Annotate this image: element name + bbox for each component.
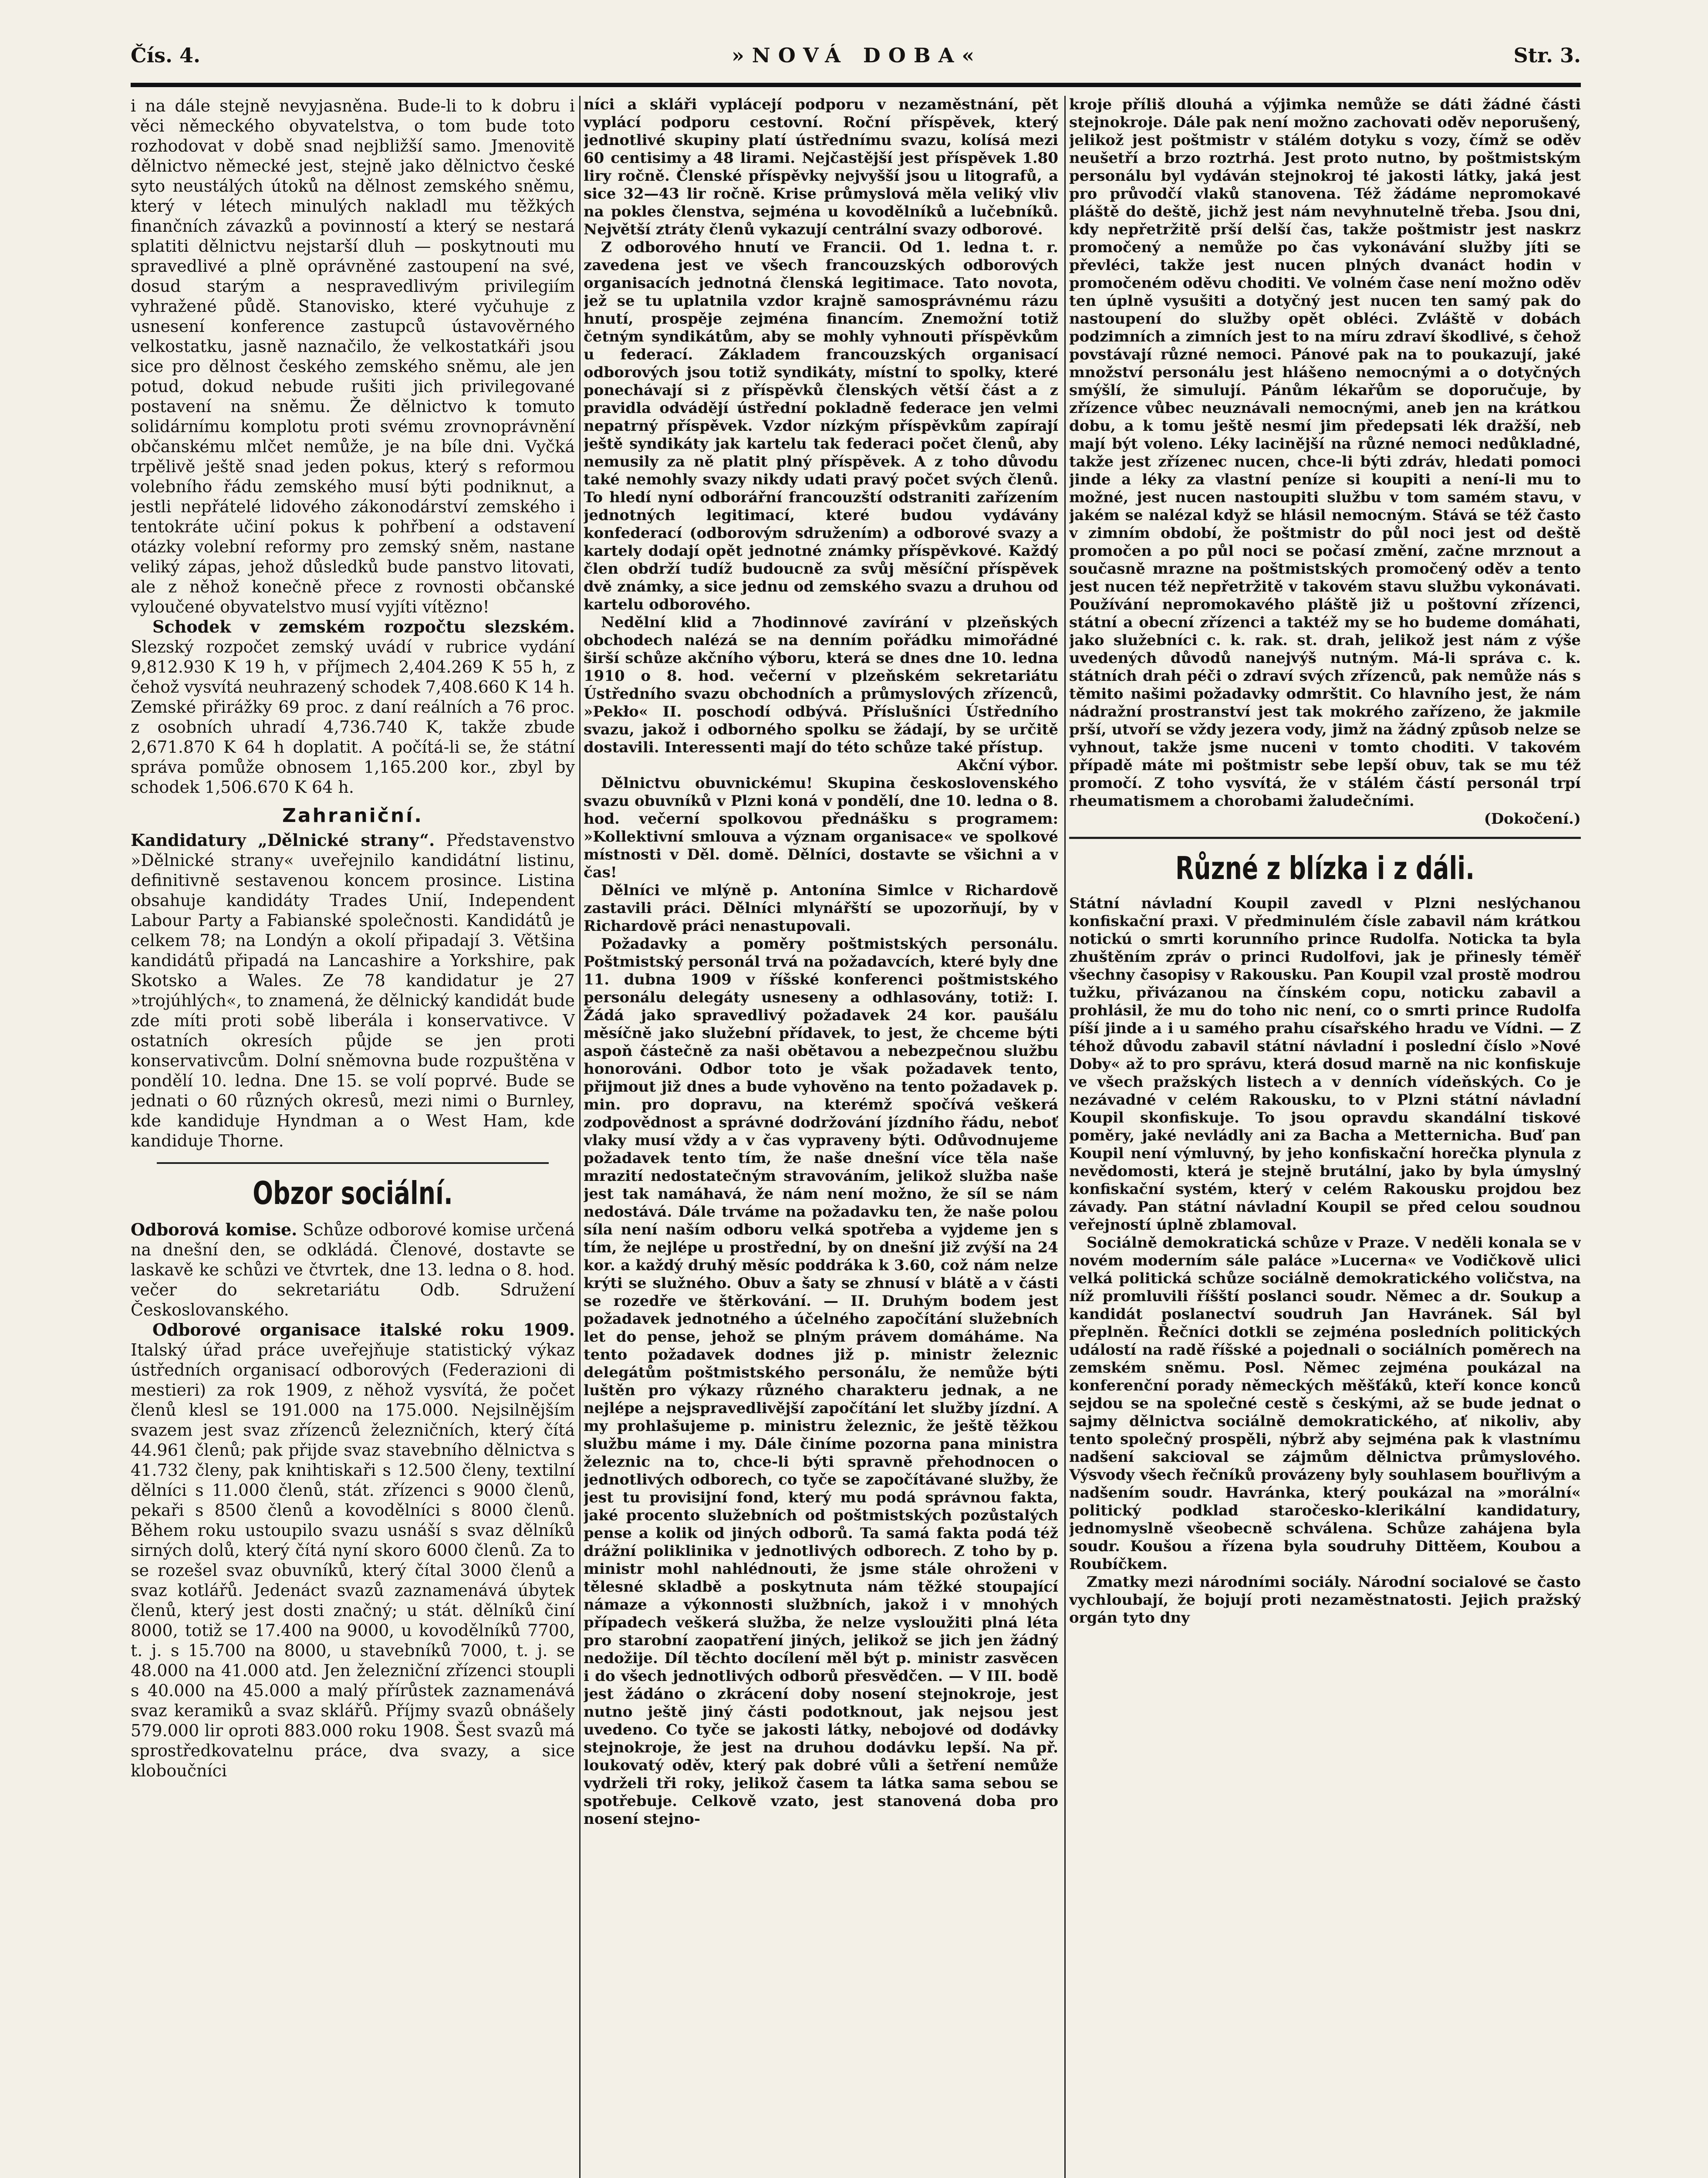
masthead-title: »NOVÁ DOBA« [732,44,982,67]
article-heading: Požadavky a poměry poštmistských personálu. [601,935,1058,953]
section-heading-ruzne: Různé z blízka i z dáli. [1175,850,1475,886]
article-heading: Sociálně demokratická schůze v Praze. [1087,1234,1410,1251]
column-divider [1064,96,1066,2178]
section-heading-obzor: Obzor sociální. [253,1175,453,1211]
page-number: Str. 3. [1513,44,1581,67]
article-text: nalézá se na denním pořádku mimořádné širší schůze akčního výboru, která se dnes dne 10. ledna 1910 o 8. hod. večerní v plzeňském sekretariátu Ústředního svazu obchodních a průmyslových zřízenců, »Pekło« II. poschodí odbývá. Příslušníci Ústředního svazu, jakož i odborného spolku se žádají, by se určitě dostavili. Interessenti mají do této schůze také přístup. [584,632,1058,756]
article-text: Od 1. ledna t. r. zavedena jest ve všech francouzských odborových organisacích jednotná členská legitimace. Tato novota, jež se tu uplatnila vzdor krajně samosprávnému rázu hnutí, prospěje zejména financím. Znemožní totiž četným syndikátům, aby se mohly vyhnouti příspěvkům u federací. Základem francouzských organisací odborových jsou totiž syndikáty, místní to spolky, které ponechávají si z příspěvků členských větší část a z pravidla odvádějí ústřední pokladně federace jen velmi nepatrný příspěvek. Vzdor nízkým příspěvkům zapírají ještě syndikáty jak kartelu tak federaci počet členů, aby nemusily za ně platit plný příspěvek. A z toho důvodu také nemohly svazy nikdy udati pravý počet svých členů. To hledí nyní odborářní francouzští odstraniti zařízením jednotných legitimací, které budou vydávány konfederací (odborovým sdružením) a odborové svazy a kartely dodají opět jednotné známky příspěvkové. Každý člen obdrží tudíž budoucně za svůj měsíční příspěvek dvě známky, a sice jednu od zemského svazu a druhou od kartelu odborového. [584,239,1058,613]
column-3 [1069,96,1581,2178]
article-heading: Kandidatury „Dělnické strany“. [131,830,435,850]
separator-rule [1069,837,1581,839]
header-rule [131,83,1581,87]
article-text: níci a skláři vyplácejí podporu v nezaměstnání, pět vyplácí podporu cestovní. Roční příspěvek, který jednotlivé skupiny platí ústřednímu svazu, kolísá mezi 60 centisimy a 48 lirami. Nejčastější jest příspěvek 1.80 liry ročně. Členské příspěvky nejvyšší jsou u litografů, a sice 32—43 lir ročně. Krise průmyslová měla veliký vliv na pokles členstva, sejména u kovodělníků a lučebníků. Největší ztráty členů vykazují centrální svazy odborové. [584,96,1058,238]
article-heading: Nedělní klid a 7hodinnové zavírání v plzeňských obchodech [584,614,1058,649]
article-text: Poštmistský personál trvá na požadavcích, které byly dne 11. dubna 1909 v říšské konferenci poštmistského personálu delegáty usneseny a odhlasovány, totiž: I. Žádá jako spravedlivý požadavek 24 kor. paušálu měsíčně jako služební přídavek, to jest, že chceme býti aspoň částečně za naši obětavou a nebezpečnou službu honorováni. Odbor toto je však požadavek tento, přijmout již dnes a bude vyhověno na tento požadavek p. min. pro dopravu, na kterémž spočívá veškerá zodpovědnost a správné dodržování jízdního řádu, neboť vlaky musí vždy a v čas vypraveny býti. Odůvodnujeme požadavek tento tím, že naše dnešní více těla naše mrazití nedostatečným stravováním, jelikož služba naše jest tak namáhavá, že nám není možno, že síl se nám nedostává. Dále trváme na požadavku ten, že naše polou síla není naším odboru velká spotřeba a vyjdeme jen s tím, že nejlépe u prostřední, by on dnešní již zvýší na 24 kor. a každý druhý měsíc poddráka k 3.60, což nám nelze krýti se služného. Obuv a šaty se zhnusí v blátě a v části se rozedře ve štěrkování. — II. Druhým bodem jest požadavek jednotného a účelného započítání služebních let do pense, jehož se plným právem domáháme. Na tento požadavek dodnes již p. ministr železnic delegátům poštmistského personálu, že nemůže býti luštěn pro výkazy různého charakteru jednak, a ne nejlépe a nejspravedlivější započítání let služby jízdní. A my prohlašujeme p. ministru železnic, že ještě těžkou službu máme i my. Dále činíme pozorna pana ministra železnic na to, chce-li býti spravně přehodnocen o jednotlivých odborech, co tyče se započítávané služby, že jest tu provisijní fond, který mu podá správnou fakta, jaké procento služebních od poštmistských pozůstalých pense a kolik od jiných odborů. Ta samá fakta podá též drážní poliklinika v jednotlivých odborech. Z toho by p. ministr mohl nahlédnouti, že jsme stále ohroženi v tělesné skladbě a poskytnuta nám těžké stoupající námaze a výkonnosti službních, jakož i v mnohých případech veškerá služba, že nelze vysloužiti plná léta pro starobní zaopatření jiných, jelikož se jich jen žádný nedožije. Díl těchto docílení měl být p. ministr zasvěcen i do všech jednotlivých odborů přesvědčen. — V III. bodě jest žádáno o zkrácení doby nosení stejnokroje, jest nutno ještě jiný části podotknout, jak nejsou jest uvedeno. Co tyče se jakosti látky, nebojové od dodávky stejnokroje, že jest na druhou dodávku lepší. Na př. loukovatý oděv, který pak dobré vůli a šetření nemůže vydrželi tři roky, jelikož časem ta látka sama sebou se spotřebuje. Celkově vzato, jest stanovená doba pro nosení stejno- [584,953,1058,1828]
article-text: zastavili práci. Dělníci mlynářští se upozorňují, by v Richardově práci nenastupovali. [584,900,1058,935]
article-heading: Schodek v zemském rozpočtu slezském. [152,617,575,636]
article-text: Skupina československého svazu obuvníků v Plzni koná v pondělí, dne 10. ledna o 8. hod. večerní spolkovou přednášku s programem: »Kollektivní smlouva a význam organisace« ve spolkové místnosti v Děl. domě. Dělníci, dostavte se všichni a v čas! [584,774,1058,881]
article-signature: Akční výbor. [957,757,1058,774]
article-text: Představenstvo »Dělnické strany« uveřejnilo kandidátní listinu, definitivně sestavenou koncem prosince. Listina obsahuje kandidáty Trades Unií, Independent Labour Party a Fabianské společnosti. Kandidátů je celkem 78; na Londýn a okolí připadají 3. Většina kandidátů připadá na Lancashire a Yorkshire, pak Skotsko a Wales. Ze 78 kandidatur je 27 »trojúhlých«, to znamená, že dělnický kandidát bude zde míti proti sobě liberála i konservativce. V ostatních okresích půjde se jen proti konservativcům. Dolní sněmovna bude rozpuštěna v pondělí 10. ledna. Dne 15. se volí poprvé. Bude se jednati o 60 různých okresů, mezi nimi o Burnley, kde kandiduje Hyndman a o West Ham, kde kandiduje Thorne. [131,831,575,1150]
page-header [131,44,1581,78]
column-1 [131,96,575,2178]
article-heading: Zmatky mezi národními sociály. [1087,1573,1352,1591]
issue-number: Čís. 4. [131,44,201,67]
column-2 [584,96,1058,2178]
article-text: V neděli konala se v novém moderním sále paláce »Lucerna« ve Vodičkově ulici velká politická schůze sociálně demokratického voličstva, na níž promluvili říšští poslanci soudr. Němec a dr. Soukup a kandidát poslanectví soudruh Jan Havránek. Sál byl přeplněn. Řečníci dotkli se zejména posledních politických událostí na radě říšské a pojednali o sociálních poměrech na zemském sněmu. Posl. Němec zejména poukázal na konferenční porady německých měšťáků, kteří konce konců sejdou se na společné cestě s českými, až se bude jednat o sajmy dělnictva sociálně demokratického, ať nikoliv, aby tento společný prospěli, nýbrž aby sejména pak k vlastnímu nadšení sakcioval se zájmům dělnictva průmyslového. Výsvody všech řečníků provázeny byly souhlasem bouřlivým a nadšením soudr. Havránka, který poukázal na »morální« politický podklad staročesko-klerikální kandidatury, jednomyslně všeobecně schválena. Schůze zahájena byla soudr. Koušou a řízena byla soudruhy Dittěem, Koubou a Roubíčkem. [1069,1234,1581,1573]
article-text: Slezský rozpočet zemský uvádí v rubrice vydání 9,812.930 K 19 h, v příjmech 2,404.269 K 55 h, z čehož vysvítá neuhrazený schodek 7,408.660 K 14 h. Zemské přirážky 69 proc. z daní reálních a 76 proc. z osobních uhradí 4,736.740 K, takže zbude 2,671.870 K 64 h doplatit. A počítá-li se, že státní správa pomůže obnosem 1,165.200 kor., zbyl by schodek 1,506.670 K 64 h. [131,637,575,797]
section-heading-zahranicni: Zahraniční. [282,805,423,827]
article-text: zavedl v Plzni neslýchanou konfiskační praxi. V předminulém čísle zabavil nám krátkou notickú o smrti korunního prince Rudolfa. Noticka ta byla zhuštěním zpráv o princi Rudolfovi, jak je přinesly téměř všechny časopisy v Rakousku. Pan Koupil vzal prostě modrou tužku, přivázanou na čínském copu, noticku zabavil a prohlásil, že mu do toho nic není, co o smrti prince Rudolfa píší jinde a i u samého prahu císařského hradu ve Vídni. — Z téhož důvodu zabavil státní návladní i poslední číslo »Nové Doby« až to pro správu, která dosud marně na nic konfiskuje ve všech pražských listech a v denních vídeňských. Co je nezávadné v celém Rakousku, to v Plzni státní návladní Koupil skonfiskuje. To jsou opravdu skandální tiskové poměry, jaké nevládly ani za Bacha a Metternicha. Buď pan Koupil není výmluvný, by jeho konfiskační horečka plynula z nevědomosti, která je stejně brutální, jako by byla úmyslný konfiskační systém, který v celém Rakousku projdou bez závady. Pan státní návladní Koupil se před celou soudnou veřejností úplně zblamoval. [1069,895,1581,1234]
article-signature: (Dokočení.) [1484,810,1581,828]
article-text: Schůze odborové komise určená na dnešní den, se odkládá. Členové, dostavte se laskavě ke schůzi ve čtvrtek, dne 13. ledna o 8. hod. večer do sekretariátu Odb. Sdružení Českoslovanského. [131,1220,575,1319]
article-text: Národní socialové se často vychloubají, že bojují proti nezaměstnatosti. Jejich pražský orgán tyto dny [1069,1573,1581,1627]
article-heading: Odborové organisace italské roku 1909. [152,1320,575,1339]
separator-rule [157,1162,549,1164]
article-heading: Dělníci ve mlýně p. Antonína Simlce v Richardově [601,882,1058,899]
article-text: kroje příliš dlouhá a výjimka nemůže se dáti žádné části stejnokroje. Dále pak není možno zachovati oděv neporušený, jelikož jest poštmistr v stálém dotyku s vozy, čímž se oděv neušetří a brzo roztrhá. Jest proto nutno, by poštmistským personálu byl vydáván stejnokroj té jakosti látky, jaká jest pro průvodčí vlaků stanovena. Též žádáme nepromokavé pláště do deště, jichž jest nám nevyhnutelně třeba. Jsou dni, kdy nepřetržitě prší delší čas, takže poštmistr jest naskrz promočený a nemůže po čas vykonávání služby jíti se převléci, takže jest nucen plných dvanáct hodin v promočeném oděvu choditi. Ve volném čase není možno oděv ten úplně vysušiti a dotyčný jest nucen ten samý pak do nastoupení do služby opět obléci. Zvláště v dobách podzimních a zimních jest to na míru zdraví škodlivé, s čehož povstávají různé nemoci. Pánové pak na to poukazují, jaké množství personálu jest hlášeno nemocnými a o dotyčných smýšlí, že simulují. Pánům lékařům se doporučuje, by zřízence vůbec neuznávali nemocnými, aneb jen na krátkou dobu, a k tomu ještě nesmí jim předepsati lék dražší, neb mají být voleno. Léky lacinější na různé nemoci nedůkladné, takže jest zřízenec nucen, chce-li býti zdráv, hledati pomoci jinde a léky za vlastní peníze si koupiti a není-li mu to možné, jest nucen nastoupiti službu v tom samém stavu, v jakém se nalézal když se hlásil nemocným. Stává se též často v zimním období, že poštmistr do půl noci jest od deště promočen a po půl noci se počasí změní, začne mrznout a současně mrazne na poštmistských promočený oděv a tento jest nucen též nepřetržitě v takovém stavu službu vykonávati. Používání nepromokavého pláště již u poštovní zřízenci, státní a obecní zřízenci a taktéž my se ho budeme domáhati, jako služebníci c. k. rak. st. drah, jelikož jest nám z výše uvedených důvodů nanejvýš nutným. Má-li správa c. k. státních drah péči o zdraví svých zřízenců, pak nemůže nás s těmito našimi požadavky odmrštit. Co hlavního jest, že nám nádražní prostranství jest tak mokrého zařízeno, že jakmile prší, utvoří se vždy jezera vody, jimž na žádný způsob nelze se vyhnout, takže jsme nuceni v tomto choditi. V takovém případě máte mi poštmistr sebe lepší obuv, tak se mu též promočí. Z toho vysvítá, že v stálém částí personál trpí rheumatismem a chorobami žaludečními. [1069,96,1581,810]
article-text: Italský úřad práce uveřejňuje statistický výkaz ústředních organisací odborových (Federazioni di mestieri) za rok 1909, z něhož vysvítá, že počet členů klesl se 191.000 na 175.000. Nejsilnějším svazem jest svaz zřízenců železničních, který čítá 44.961 členů; pak přijde svaz stavebního dělnictva s 41.732 členy, pak knihtiskaři s 12.500 členy, textilní dělníci s 11.000 členů, stát. zřízenci s 9000 členů, pekaři s 8500 členů a kovodělníci s 8000 členů. Během roku ustoupilo svazu usnáší s svaz dělníků sirných dolů, který čítá nyní skoro 6000 členů. Za to se rozešel svaz obuvníků, který čítal 3000 členů a svaz kotlářů. Jedenáct svazů zaznamenává úbytek členů, který jest dosti značný; u stát. dělníků činí 8000, totiž se 17.400 na 9000, u kovodělníků 7700, t. j. s 15.700 na 8000, u stavebníků 7000, t. j. se 48.000 na 41.000 atd. Jen železniční zřízenci stoupli s 40.000 na 45.000 a malý přírůstek zaznamenává svaz keramiků a svaz sklářů. Příjmy svazů obnášely 579.000 lir oproti 883.000 roku 1908. Šest svazů má sprostředkovatelnu práce, dva svazy, a sice kloboučníci [131,1340,575,1780]
article-heading: Státní návladní Koupil [1069,895,1289,912]
column-divider [579,96,581,2178]
article-text: i na dále stejně nevyjasněna. Bude-li to k dobru i věci německého obyvatelstva, o tom bude toto rozhodovat v době snad nejbližší samo. Jmenovitě dělnictvo německé jest, stejně jako dělnictvo české syto neustálých útoků na dělnost zemského sněmu, který v létech minulých nakladl mu těžkých finančních závazků a povinností a který se nestará splatiti dělnictvu nejstarší dluh — poskytnouti mu spravedlivé a plně oprávněné zastoupení na své, dosud starým a nespravedlivým privilegiím vyhražené půdě. Stanovisko, které vyčuhuje z usnesení konference zastupců ústavověrného velkostatku, jasně naznačilo, že velkostatkáři jsou sice pro dělnost českého zemského sněmu, ale jen potud, dokud nebude rušiti jich privilegované postavení na sněmu. Že dělnictvo k tomuto solidárnímu komplotu proti svému zrovnoprávnění občanskému mlčet nemůže, je na bíle dni. Vyčká trpělivě ještě snad jeden pokus, který s reformou volebního řádu zemského musí býti podniknut, a jestli nepřátelé lidového zákonodárství zemského i tentokráte učiní pokus k pohřbení a odstavení otázky volební reformy pro zemský sněm, nastane veliký zápas, jehož důsledků bude panstvo litovati, ale z něhož konečně přece z rovnosti občanské vyloučené obyvatelstvo musí vyjíti vítězno! [131,96,575,616]
article-heading: Odborová komise. [131,1220,297,1239]
article-heading: Dělnictvu obuvnickému! [601,774,813,792]
article-heading: Z odborového hnutí ve Francii. [601,239,887,256]
